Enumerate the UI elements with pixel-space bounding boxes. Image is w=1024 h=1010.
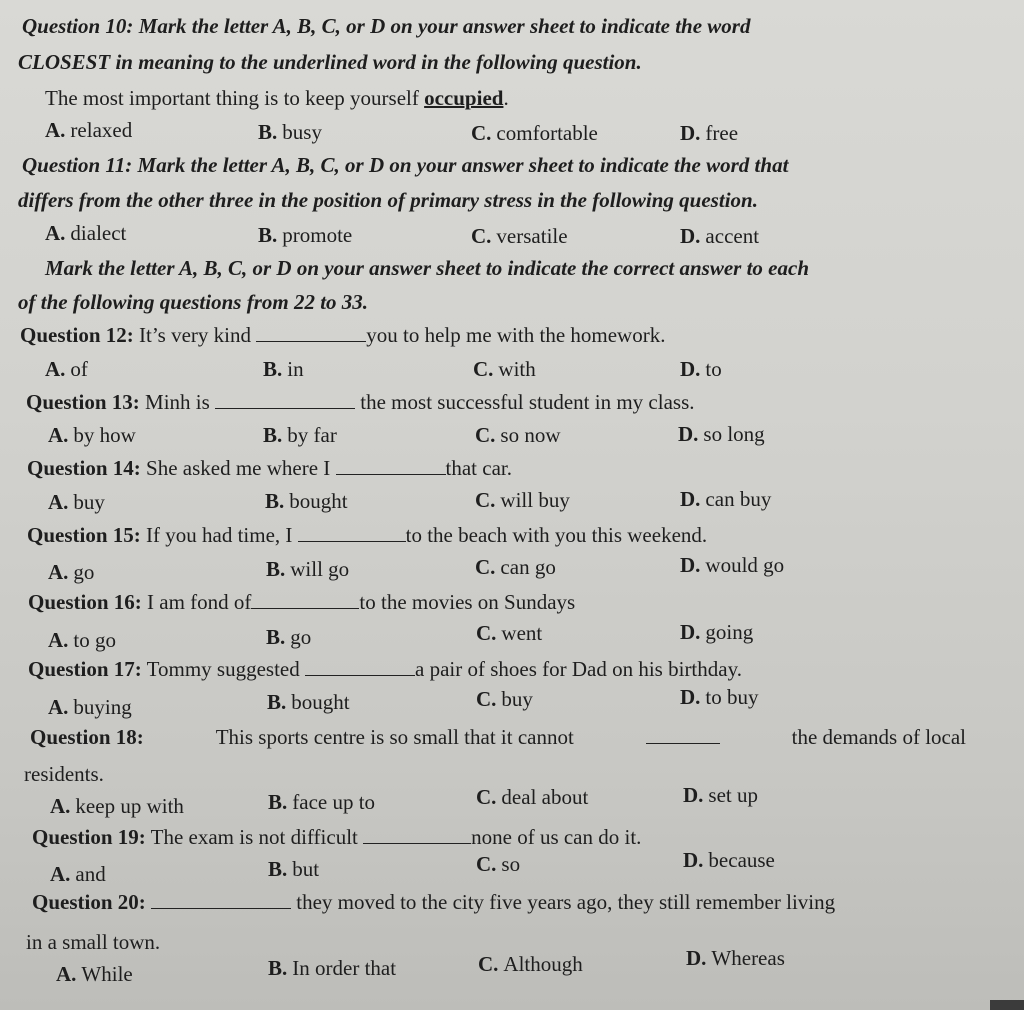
- q13-heading: Question 13:: [26, 390, 140, 414]
- answer-blank: [336, 456, 446, 475]
- q13-option-b: B. by far: [263, 423, 337, 447]
- q20-stem-continued: in a small town.: [26, 930, 161, 954]
- q10-instruction-2: CLOSEST in meaning to the underlined word in the following question.: [18, 50, 642, 74]
- q15-option-a: A. go: [48, 560, 95, 584]
- q15-stem: Question 15: If you had time, I to the beach with you this weekend.: [27, 523, 708, 547]
- q15-option-c: C. can go: [475, 555, 556, 579]
- q17-option-b: B. bought: [267, 690, 350, 714]
- q10-option-c: C. comfortable: [471, 121, 598, 145]
- answer-blank: [215, 390, 355, 409]
- q19-option-a: A. and: [50, 862, 106, 886]
- q10-option-d: D. free: [680, 121, 739, 145]
- background-edge: [990, 1000, 1024, 1010]
- q18-option-d: D. set up: [683, 783, 758, 807]
- answer-blank: [251, 590, 359, 609]
- q13-option-c: C. so now: [475, 423, 561, 447]
- q11-instruction-1: Question 11: Mark the letter A, B, C, or D on your answer sheet to indicate the word that: [22, 153, 789, 177]
- q11-instruction-2: differs from the other three in the position of primary stress in the following question.: [18, 188, 758, 212]
- q10-option-a: A. relaxed: [45, 118, 133, 142]
- q17-option-a: A. buying: [48, 695, 132, 719]
- q11-option-c: C. versatile: [471, 224, 568, 248]
- answer-blank: [298, 523, 406, 542]
- q17-stem: Question 17: Tommy suggested a pair of shoes for Dad on his birthday.: [28, 657, 742, 681]
- q12-stem: Question 12: It’s very kind you to help me with the homework.: [20, 323, 666, 347]
- q14-stem: Question 14: She asked me where I that car.: [27, 456, 512, 480]
- q10-stem: The most important thing is to keep yourself occupied.: [45, 86, 509, 110]
- q19-heading: Question 19:: [32, 825, 146, 849]
- q13-option-d: D. so long: [678, 422, 765, 446]
- q16-option-d: D. going: [680, 620, 754, 644]
- q19-option-c: C. so: [476, 852, 521, 876]
- q12-heading: Question 12:: [20, 323, 134, 347]
- q11-option-b: B. promote: [258, 223, 353, 247]
- section-instruction-2: of the following questions from 22 to 33.: [18, 290, 369, 314]
- q14-option-a: A. buy: [48, 490, 105, 514]
- q16-option-c: C. went: [476, 621, 543, 645]
- q12-option-d: D. to: [680, 357, 722, 381]
- q12-option-c: C. with: [473, 357, 536, 381]
- q20-heading: Question 20:: [32, 890, 146, 914]
- q16-heading: Question 16:: [28, 590, 142, 614]
- q12-option-a: A. of: [45, 357, 88, 381]
- q12-option-b: B. in: [263, 357, 304, 381]
- q14-option-d: D. can buy: [680, 487, 772, 511]
- q17-option-c: C. buy: [476, 687, 533, 711]
- answer-blank: [305, 657, 415, 676]
- q19-option-b: B. but: [268, 857, 320, 881]
- q20-option-d: D. Whereas: [686, 946, 785, 970]
- q18-option-a: A. keep up with: [50, 794, 184, 818]
- q14-option-b: B. bought: [265, 489, 348, 513]
- q18-stem: Question 18: This sports centre is so small that it cannot the demands of local: [30, 725, 966, 749]
- q17-option-d: D. to buy: [680, 685, 759, 709]
- q11-option-a: A. dialect: [45, 221, 127, 245]
- q10-instruction-1: Question 10: Mark the letter A, B, C, or D on your answer sheet to indicate the word: [22, 14, 751, 38]
- answer-blank: [151, 890, 291, 909]
- q20-option-b: B. In order that: [268, 956, 397, 980]
- q20-option-c: C. Although: [478, 952, 583, 976]
- q20-option-a: A. While: [56, 962, 133, 986]
- q18-option-c: C. deal about: [476, 785, 589, 809]
- q13-option-a: A. by how: [48, 423, 136, 447]
- q18-stem-continued: residents.: [24, 762, 104, 786]
- q17-heading: Question 17:: [28, 657, 142, 681]
- q11-option-d: D. accent: [680, 224, 760, 248]
- q19-option-d: D. because: [683, 848, 775, 872]
- q15-option-b: B. will go: [266, 557, 350, 581]
- q15-option-d: D. would go: [680, 553, 785, 577]
- answer-blank: [646, 725, 720, 744]
- underlined-word: occupied: [424, 86, 504, 110]
- q10-option-b: B. busy: [258, 120, 322, 144]
- q14-option-c: C. will buy: [475, 488, 570, 512]
- q20-stem: Question 20: they moved to the city five years ago, they still remember living: [32, 890, 836, 914]
- q16-option-b: B. go: [266, 625, 312, 649]
- q18-heading: Question 18:: [30, 725, 144, 749]
- section-instruction-1: Mark the letter A, B, C, or D on your answer sheet to indicate the correct answer to each: [45, 256, 809, 280]
- answer-blank: [363, 825, 471, 844]
- q13-stem: Question 13: Minh is the most successful student in my class.: [26, 390, 695, 414]
- q11-heading: Question 11:: [22, 153, 133, 177]
- q15-heading: Question 15:: [27, 523, 141, 547]
- q16-option-a: A. to go: [48, 628, 117, 652]
- q18-option-b: B. face up to: [268, 790, 376, 814]
- q14-heading: Question 14:: [27, 456, 141, 480]
- q10-heading: Question 10:: [22, 14, 134, 38]
- answer-blank: [256, 323, 366, 342]
- q19-stem: Question 19: The exam is not difficult none of us can do it.: [32, 825, 642, 849]
- q16-stem: Question 16: I am fond of to the movies on Sundays: [28, 590, 576, 614]
